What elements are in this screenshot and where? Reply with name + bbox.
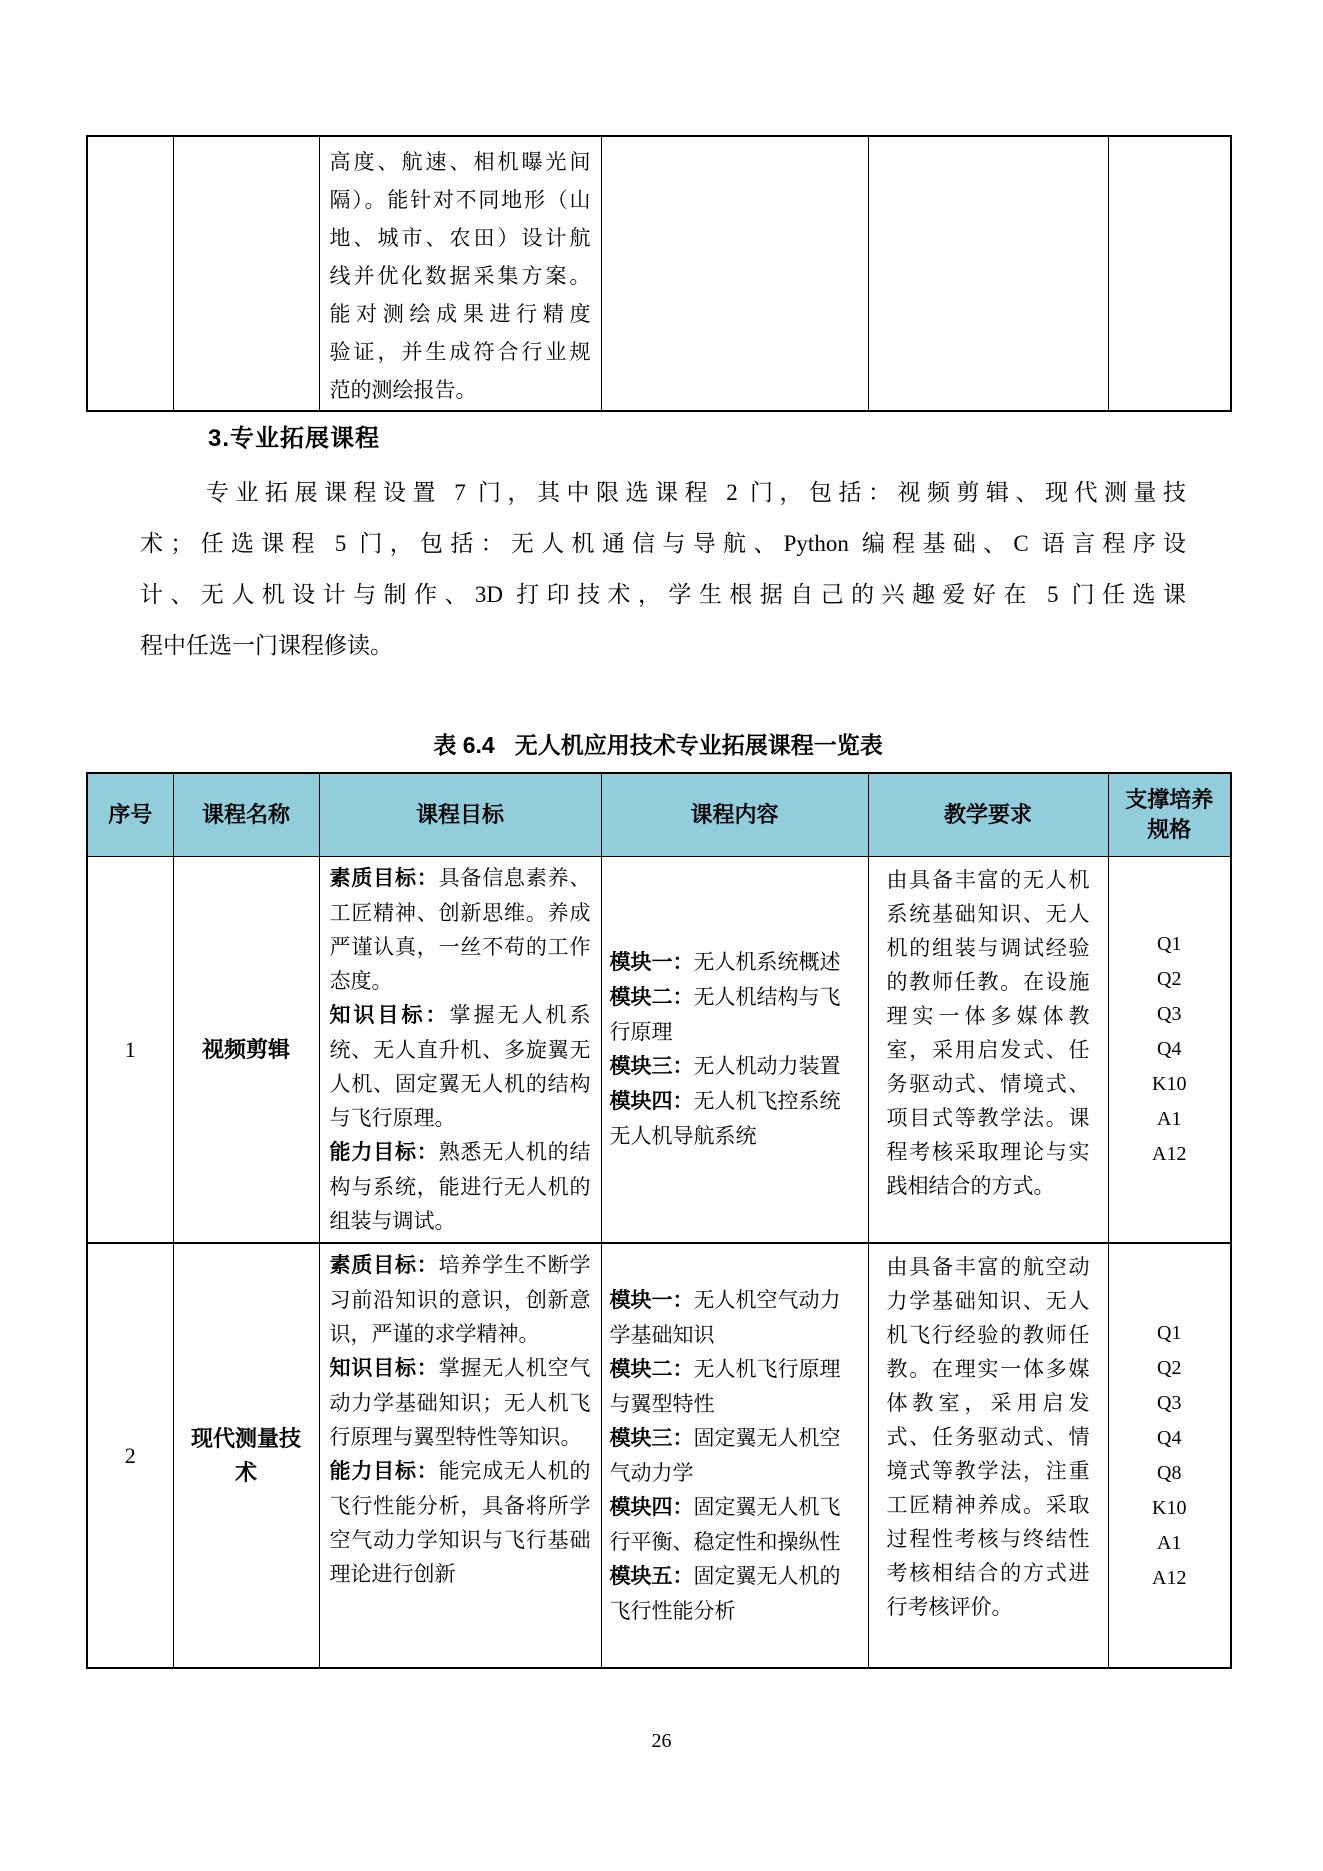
objective-text: 能完成无人机的飞行性能分析，具备将所学空气动力学知识与飞行基础理论进行创新	[329, 1459, 591, 1586]
module-text: 无人机空气动力学基础知识	[609, 1288, 841, 1347]
spec-item: Q2	[1157, 968, 1182, 990]
row-no: 1	[87, 857, 173, 1244]
module-label: 模块二：	[609, 986, 694, 1009]
module-label: 模块三：	[609, 1427, 694, 1450]
objective	[330, 861, 591, 998]
module	[610, 1049, 860, 1084]
supported-specs-cell	[1108, 857, 1231, 1244]
requirements-text: 由具备丰富的航空动力学基础知识、无人机飞行经验的教师任教。在理实一体多媒体教室，采用启发式、任务驱动式、情境式等教学法，注重工匠精神养成。采取过程性考核与终结性考核相结合的方式进行考核评价。	[886, 1255, 1090, 1619]
table-row	[87, 857, 1231, 1244]
objective	[330, 1135, 591, 1238]
objective-label: 知识目标：	[329, 1004, 450, 1027]
objective-label: 知识目标：	[329, 1357, 439, 1380]
spec-item: A1	[1157, 1108, 1182, 1130]
spec-list	[1110, 1316, 1230, 1596]
header-course-goal: 课程目标	[319, 773, 601, 857]
spec-item: A12	[1152, 1143, 1187, 1165]
course-goal-cell	[319, 1243, 601, 1668]
course-name: 视频剪辑	[173, 857, 319, 1244]
module-label: 模块五：	[609, 1565, 694, 1588]
section-heading: 3.专业拓展课程	[208, 425, 381, 452]
module-label: 模块四：	[609, 1496, 694, 1519]
objective-text: 培养学生不断学习前沿知识的意识，创新意识，严谨的求学精神。	[329, 1253, 591, 1346]
row-no: 2	[87, 1243, 173, 1668]
header-course-content: 课程内容	[601, 773, 868, 857]
table-caption	[86, 727, 1230, 760]
module-text: 固定翼无人机的飞行性能分析	[609, 1564, 841, 1623]
module	[610, 1490, 860, 1559]
module-text: 无人机飞行原理与翼型特性	[609, 1357, 841, 1416]
goal-line: 隔）。能针对不同地形（山	[329, 188, 591, 212]
spec-item: Q1	[1157, 933, 1182, 955]
objective-text: 熟悉无人机的结构与系统，能进行无人机的组装与调试。	[329, 1140, 591, 1233]
cont-cell-requirements	[868, 136, 1108, 411]
module-label: 模块一：	[609, 1289, 694, 1312]
goal-line: 地、城市、农田）设计航	[329, 226, 591, 250]
continuation-table	[86, 135, 1232, 412]
objective-text: 掌握无人机空气动力学基础知识；无人机飞行原理与翼型特性等知识。	[329, 1356, 591, 1449]
module-label: 模块一：	[609, 951, 694, 974]
objective-label: 素质目标：	[329, 1254, 439, 1277]
paragraph-line: 计、无人机设计与制作、3D 打印技术，学生根据自己的兴趣爱好在 5 门任选课	[140, 582, 1186, 607]
module	[610, 1084, 860, 1119]
requirements-text: 由具备丰富的无人机系统基础知识、无人机的组装与调试经验的教师任教。在设施理实一体多媒体教室，采用启发式、任务驱动式、情境式、项目式等教学法。课程考核采取理论与实践相结合的方式。	[886, 868, 1090, 1198]
objective-text: 具备信息素养、工匠精神、创新思维。养成严谨认真，一丝不苟的工作态度。	[329, 866, 591, 993]
header-supported-specs: 支撑培养规格	[1108, 773, 1231, 857]
module	[610, 1283, 860, 1352]
teaching-requirements-cell	[868, 1243, 1108, 1668]
header-teaching-requirements: 教学要求	[868, 773, 1108, 857]
module-text: 固定翼无人机空气动力学	[609, 1426, 841, 1485]
module-text: 固定翼无人机飞行平衡、稳定性和操纵性	[609, 1495, 841, 1554]
cont-cell-specs	[1108, 136, 1231, 411]
objective	[330, 1248, 591, 1351]
objective-label: 素质目标：	[329, 867, 439, 890]
module-text: 无人机系统概述	[693, 950, 841, 974]
module	[610, 945, 860, 980]
courses-table	[86, 772, 1232, 1669]
continuation-row	[87, 136, 1231, 411]
goal-line: 线并优化数据采集方案。	[329, 264, 591, 288]
cont-cell-content	[601, 136, 868, 411]
module	[610, 1119, 860, 1154]
spec-item: Q3	[1157, 1003, 1182, 1025]
module	[610, 1421, 860, 1490]
objective-label: 能力目标：	[329, 1141, 439, 1164]
paragraph-line: 专业拓展课程设置 7 门，其中限选课程 2 门，包括：视频剪辑、现代测量技	[206, 480, 1186, 505]
objective	[330, 998, 591, 1135]
module-text: 无人机导航系统	[609, 1124, 757, 1148]
spec-item: Q2	[1157, 1356, 1182, 1379]
module	[610, 1559, 860, 1628]
body-paragraph	[140, 467, 1186, 671]
goal-line: 高度、航速、相机曝光间	[329, 150, 591, 174]
cont-cell-goal	[319, 136, 601, 411]
module-text: 无人机动力装置	[693, 1054, 841, 1078]
spec-item: K10	[1152, 1496, 1187, 1519]
spec-item: Q1	[1157, 1321, 1182, 1344]
course-name: 现代测量技术	[173, 1243, 319, 1668]
cont-cell-no	[87, 136, 173, 411]
table-caption-label: 表 6.4	[433, 732, 495, 758]
module-text: 无人机结构与飞行原理	[609, 985, 841, 1044]
course-goal-cell	[319, 857, 601, 1244]
spec-item: Q4	[1157, 1426, 1182, 1449]
spec-item: A1	[1157, 1531, 1182, 1554]
spec-item: A12	[1152, 1566, 1187, 1589]
spec-item: Q3	[1157, 1391, 1182, 1414]
objective	[330, 1351, 591, 1454]
supported-specs-cell	[1108, 1243, 1231, 1668]
goal-line: 范的测绘报告。	[329, 378, 477, 402]
header-course-name: 课程名称	[173, 773, 319, 857]
spec-item: Q8	[1157, 1461, 1182, 1484]
table-header-row	[87, 773, 1231, 857]
goal-line: 验证，并生成符合行业规	[329, 340, 591, 364]
paragraph-line: 程中任选一门课程修读。	[140, 633, 393, 658]
spec-item: Q4	[1157, 1038, 1182, 1060]
course-content-cell	[601, 1243, 868, 1668]
objective	[330, 1454, 591, 1591]
table-caption-title: 无人机应用技术专业拓展课程一览表	[514, 732, 883, 758]
table-row	[87, 1243, 1231, 1668]
teaching-requirements-cell	[868, 857, 1108, 1244]
cont-cell-name	[173, 136, 319, 411]
module-label: 模块三：	[609, 1055, 694, 1078]
goal-line: 能对测绘成果进行精度	[329, 302, 591, 326]
course-content-cell	[601, 857, 868, 1244]
page-number: 26	[651, 1730, 672, 1752]
module-label: 模块二：	[609, 1358, 694, 1381]
objective-text: 掌握无人机系统、无人直升机、多旋翼无人机、固定翼无人机的结构与飞行原理。	[329, 1003, 591, 1130]
paragraph-line: 术；任选课程 5 门，包括：无人机通信与导航、Python 编程基础、C 语言程序设	[140, 531, 1186, 556]
header-no: 序号	[87, 773, 173, 857]
objective-label: 能力目标：	[329, 1460, 439, 1483]
spec-list	[1110, 927, 1230, 1172]
module-text: 无人机飞控系统	[693, 1089, 841, 1113]
spec-item: K10	[1152, 1073, 1187, 1095]
module	[610, 1352, 860, 1421]
module	[610, 980, 860, 1049]
module-label: 模块四：	[609, 1090, 694, 1113]
